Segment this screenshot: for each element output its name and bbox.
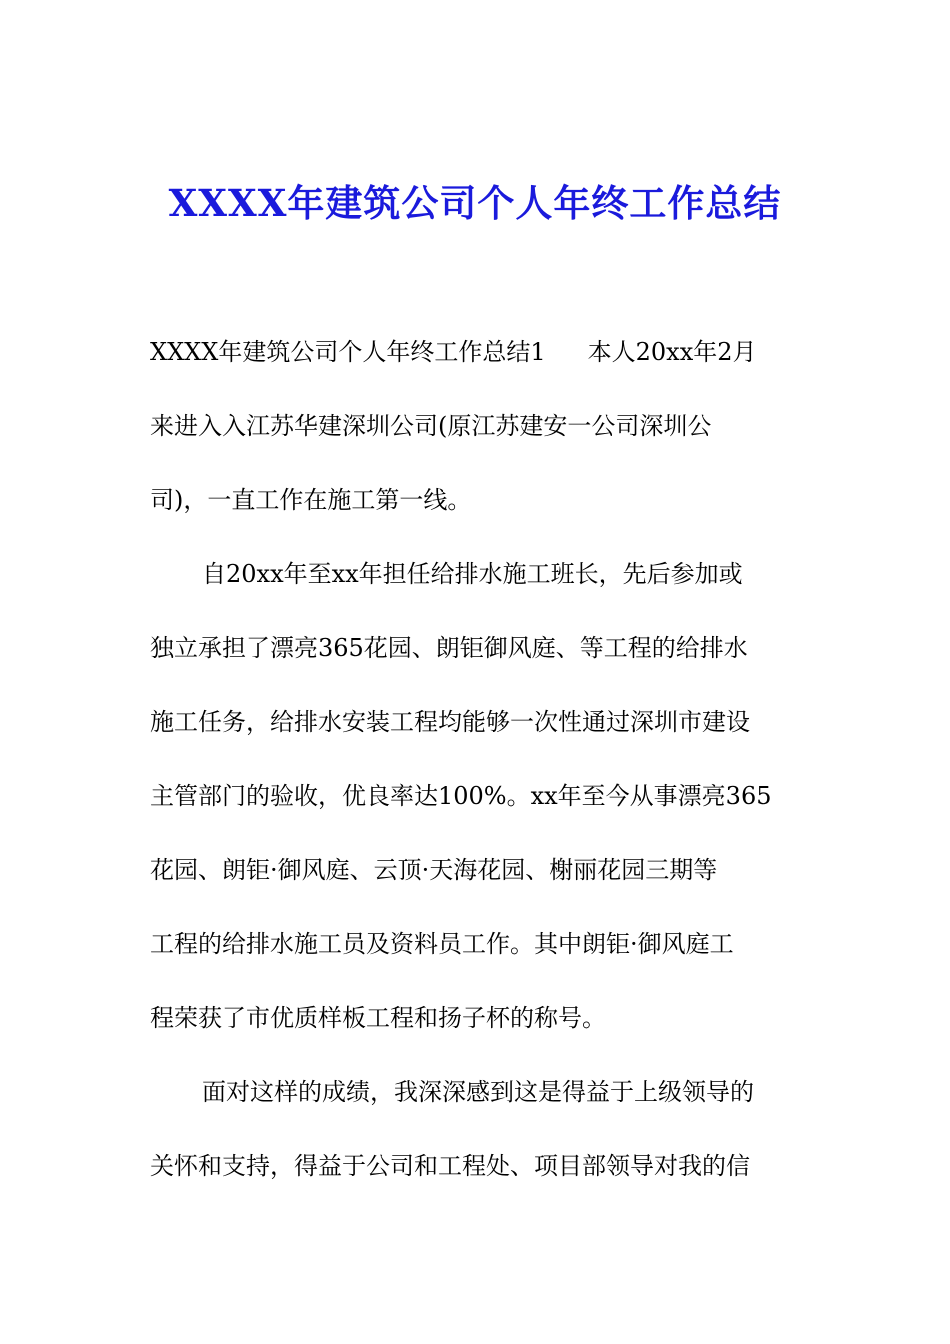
document-title: XXXX年建筑公司个人年终工作总结 (168, 181, 782, 225)
body-line: 工程的给排水施工员及资料员工作。其中朗钜·御风庭工 (150, 930, 734, 958)
body-line: 主管部门的验收，优良率达100%。xx年至今从事漂亮365 (150, 782, 772, 810)
body-line: 施工任务，给排水安装工程均能够一次性通过深圳市建设 (150, 708, 750, 736)
body-line (150, 334, 800, 371)
body-line-indented: 自20xx年至xx年担任给排水施工班长，先后参加或 (202, 560, 743, 588)
body-line: 程荣获了市优质样板工程和扬子杯的称号。 (150, 1004, 606, 1032)
body-line: 关怀和支持，得益于公司和工程处、项目部领导对我的信 (150, 1152, 750, 1180)
body-line: 司)，一直工作在施工第一线。 (150, 486, 472, 514)
body-text-span: 本人20xx年2月 (587, 338, 757, 366)
body-line-indented: 面对这样的成绩，我深深感到这是得益于上级领导的 (202, 1078, 754, 1106)
document-body (150, 334, 800, 1222)
body-line: 独立承担了漂亮365花园、朗钜御风庭、等工程的给排水 (150, 634, 748, 662)
body-line: 来进入入江苏华建深圳公司(原江苏建安一公司深圳公 (150, 412, 712, 440)
body-line: 花园、朗钜·御风庭、云顶·天海花园、榭丽花园三期等 (150, 856, 718, 884)
section-heading-inline: XXXX年建筑公司个人年终工作总结1 (150, 338, 546, 366)
